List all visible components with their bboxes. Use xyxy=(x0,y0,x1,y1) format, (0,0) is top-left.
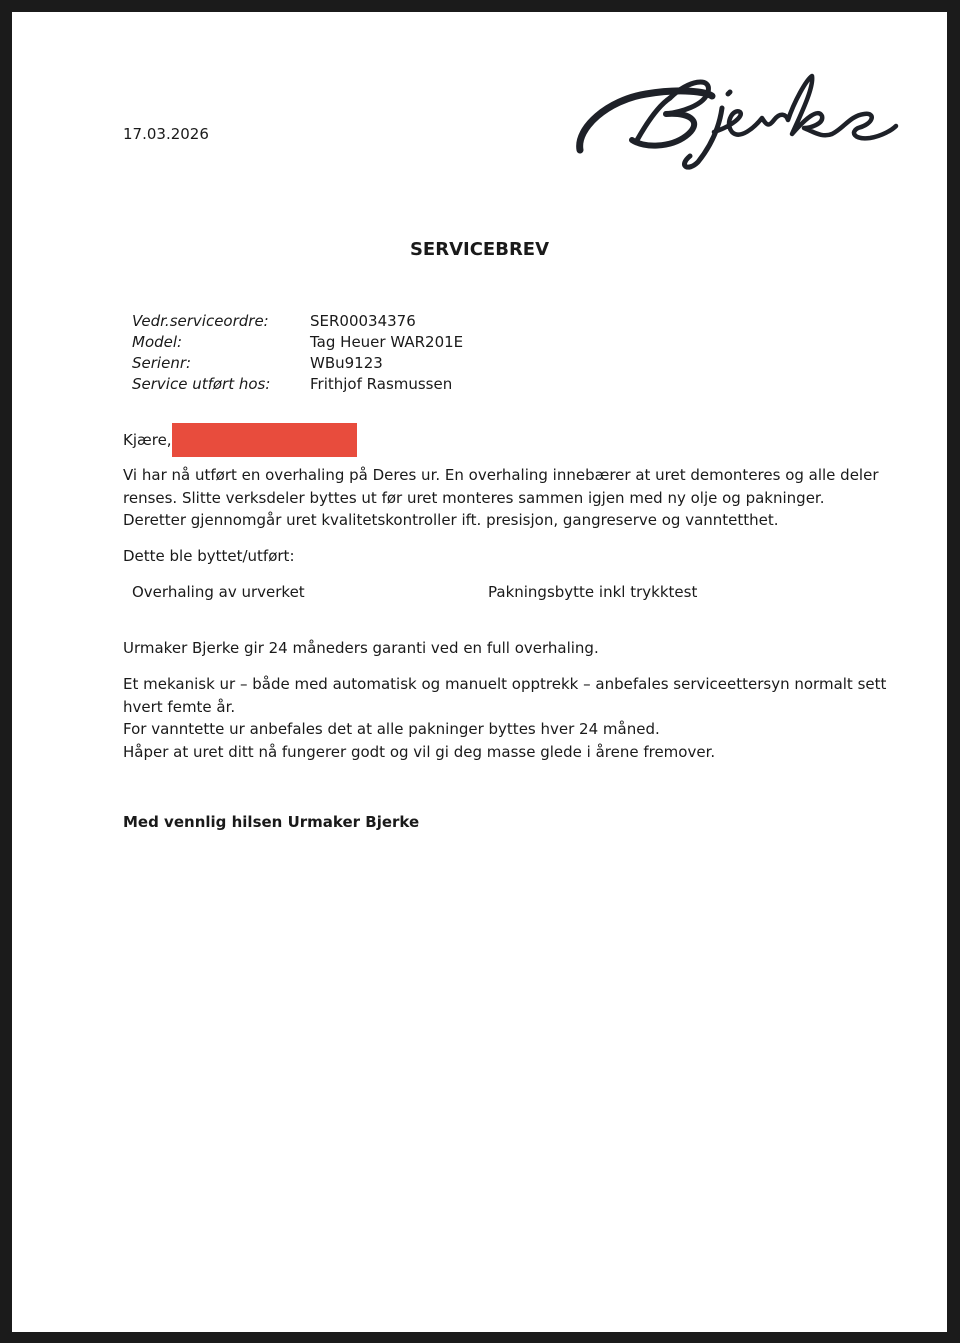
intro-line: Deretter gjennomgår uret kvalitetskontroller ift. presisjon, gangreserve og vanntetthet. xyxy=(123,511,779,529)
intro-line: renses. Slitte verksdeler byttes ut før uret monteres sammen igjen med ny olje og pakninger. xyxy=(123,488,825,507)
warranty-text: Urmaker Bjerke gir 24 måneders garanti ved en full overhaling. xyxy=(123,639,599,657)
advice-line: Håper at uret ditt nå fungerer godt og vil gi deg masse glede i årene fremover. xyxy=(123,742,716,761)
advice-line: For vanntette ur anbefales det at alle pakninger byttes hver 24 måned. xyxy=(123,720,660,738)
intro-line: Vi har nå utført en overhaling på Deres ur. En overhaling innebærer at uret demonteres og alle deler xyxy=(123,466,879,484)
info-value: SER00034376 xyxy=(310,312,416,330)
letter-title: SERVICEBREV xyxy=(409,239,550,260)
service-info xyxy=(132,311,463,395)
info-row-model xyxy=(132,332,463,353)
advice-paragraph xyxy=(123,673,887,763)
bjerke-logo xyxy=(574,62,900,174)
info-label: Vedr.serviceordre: xyxy=(132,312,269,330)
greeting xyxy=(123,423,357,457)
info-row-technician xyxy=(132,374,463,395)
work-item: Overhaling av urverket xyxy=(132,583,305,601)
intro-paragraph xyxy=(123,464,879,532)
info-label: Serienr: xyxy=(132,354,192,372)
info-label: Service utført hos: xyxy=(132,375,271,393)
info-value: Tag Heuer WAR201E xyxy=(310,333,464,351)
letter-date: 17.03.2026 xyxy=(123,125,209,143)
greeting-text: Kjære, xyxy=(123,431,172,449)
letter-page xyxy=(12,12,947,1332)
advice-line: hvert femte år. xyxy=(123,697,236,716)
info-label: Model: xyxy=(132,333,183,351)
info-value: Frithjof Rasmussen xyxy=(310,375,453,393)
info-value: WBu9123 xyxy=(310,354,383,372)
closing-signature: Med vennlig hilsen Urmaker Bjerke xyxy=(123,813,420,831)
redacted-name xyxy=(172,423,357,457)
work-heading: Dette ble byttet/utført: xyxy=(123,547,295,565)
advice-line: Et mekanisk ur – både med automatisk og manuelt opptrekk – anbefales serviceettersyn normalt sett xyxy=(123,675,887,693)
info-row-order xyxy=(132,311,463,332)
work-item: Pakningsbytte inkl trykktest xyxy=(488,583,698,601)
info-row-serial xyxy=(132,353,463,374)
